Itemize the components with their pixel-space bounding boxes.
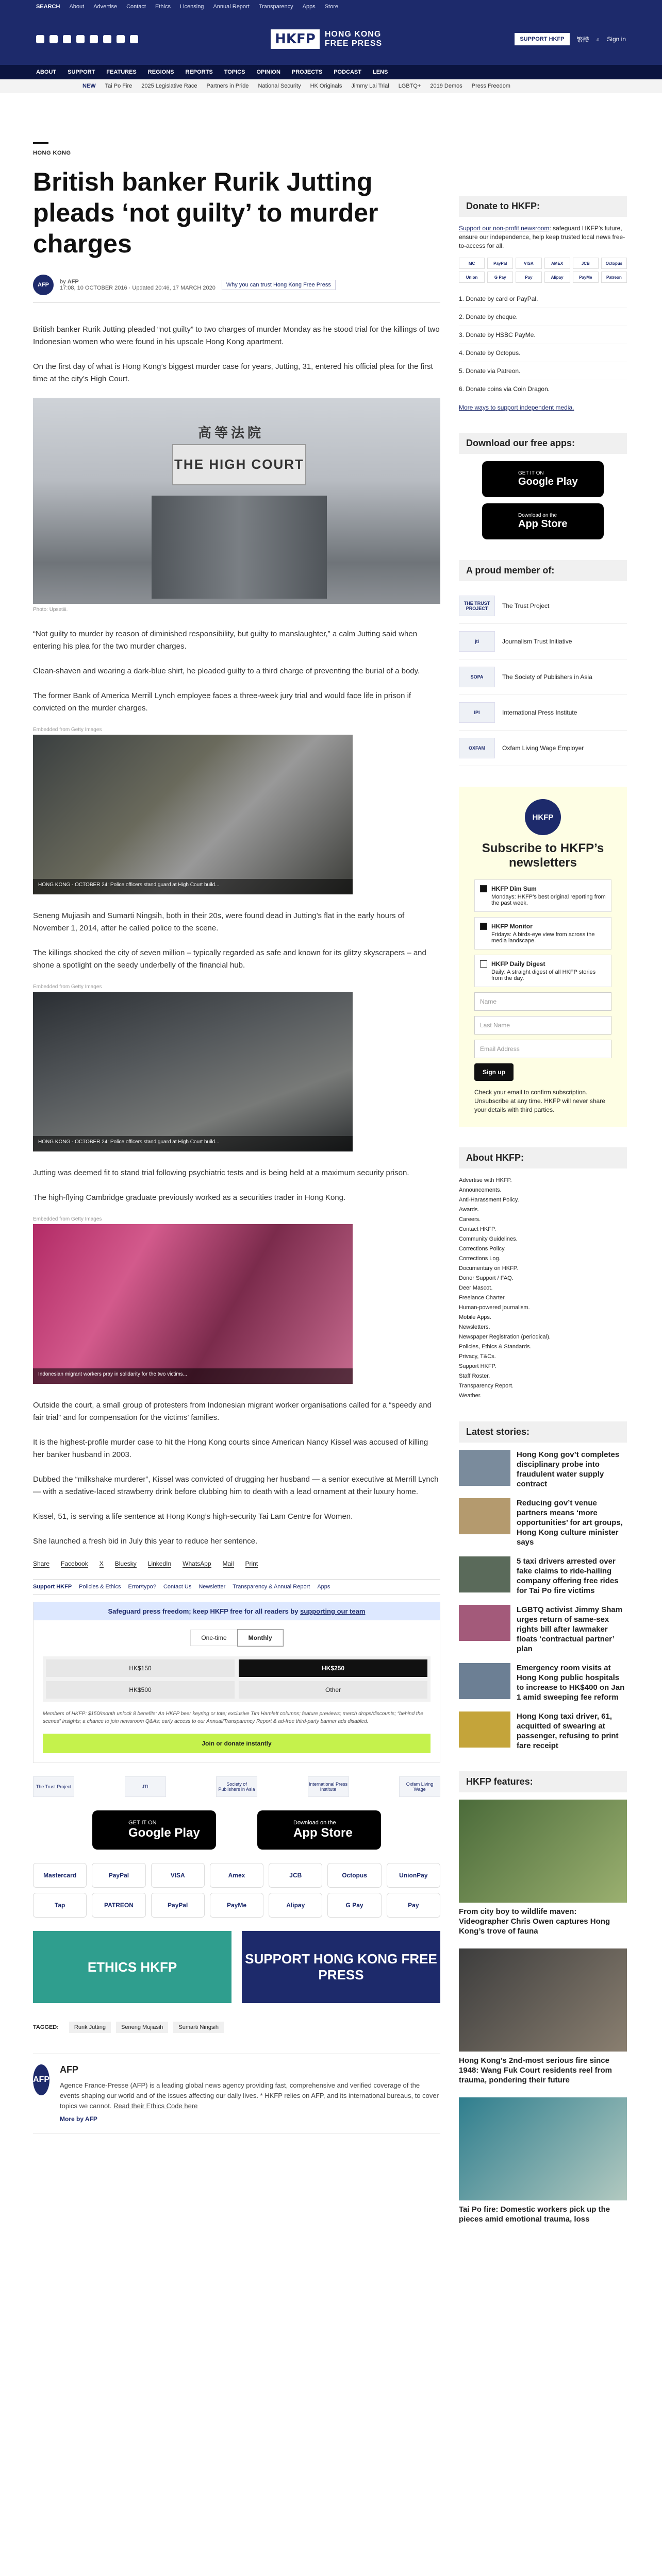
- paragraph: Outside the court, a small group of protesters from Indonesian migrant worker organisations called for a “speedy and fair trial” and for compensation for the victims’ families.: [33, 1401, 432, 1422]
- share-linkedin[interactable]: LinkedIn: [147, 1560, 172, 1567]
- trust-project-logo[interactable]: The Trust Project: [33, 1776, 74, 1797]
- story-thumbnail[interactable]: [459, 1498, 510, 1534]
- join-donate-button[interactable]: Join or donate instantly: [43, 1734, 431, 1753]
- ipi-logo[interactable]: International Press Institute: [308, 1776, 349, 1797]
- amount-option[interactable]: HK$500: [46, 1681, 235, 1699]
- about-link[interactable]: Privacy, T&Cs.: [459, 1353, 496, 1360]
- embed-credit: Embedded from Getty Images: [33, 1216, 102, 1222]
- facebook-icon[interactable]: [36, 35, 44, 43]
- about-link[interactable]: Corrections Policy.: [459, 1246, 506, 1252]
- paypal-icon[interactable]: PayPal: [92, 1863, 145, 1888]
- more-ways-link[interactable]: More ways to support independent media.: [459, 404, 574, 411]
- rss-icon[interactable]: [130, 35, 138, 43]
- applepay-icon[interactable]: Pay: [516, 272, 541, 283]
- support-links: [33, 1579, 440, 1595]
- embed-credit: Embedded from Getty Images: [33, 984, 102, 990]
- contact-link[interactable]: Contact: [126, 4, 146, 10]
- logo-line-2: FREE PRESS: [324, 39, 383, 48]
- alipay-icon[interactable]: Alipay: [544, 272, 570, 283]
- support-banner[interactable]: SUPPORT HONG KONG FREE PRESS: [242, 1931, 440, 2003]
- sign-up-button[interactable]: Sign up: [474, 1063, 514, 1081]
- transparency-link[interactable]: Transparency: [258, 4, 293, 10]
- octopus-icon[interactable]: Octopus: [327, 1863, 381, 1888]
- paragraph: Dubbed the “milkshake murderer”, Kissel was convicted of drugging her husband — a senior executive at Merrill Lynch — with a sedative-laced strawberry drink before clubbing him to death with a lead ornament at their luxury home.: [33, 1475, 439, 1496]
- nav-features[interactable]: FEATURES: [106, 69, 137, 75]
- member-item[interactable]: OXFAM Oxfam Living Wage Employer: [459, 731, 627, 766]
- paypal-icon[interactable]: PayPal: [151, 1893, 205, 1918]
- frequency-toggle: [43, 1630, 431, 1646]
- trending-link[interactable]: 2025 Legislative Race: [141, 83, 197, 89]
- apps-title: Download our free apps:: [459, 433, 627, 454]
- about-link[interactable]: Newspaper Registration (periodical).: [459, 1334, 551, 1340]
- patreon-icon[interactable]: PATREON: [92, 1893, 145, 1918]
- oxfam-logo[interactable]: Oxfam Living Wage: [399, 1776, 440, 1797]
- share-mail[interactable]: Mail: [222, 1560, 234, 1567]
- donate-header: Safeguard press freedom; keep HKFP free for all readers by supporting our team: [34, 1602, 440, 1620]
- support-team-link[interactable]: supporting our team: [300, 1607, 366, 1615]
- ethics-link[interactable]: Ethics: [155, 4, 171, 10]
- x-icon[interactable]: [49, 35, 58, 43]
- amount-option-other[interactable]: Other: [239, 1681, 427, 1699]
- site-logo[interactable]: [271, 29, 382, 49]
- ethics-banner[interactable]: ETHICS HKFP: [33, 1931, 231, 2003]
- nav-regions[interactable]: REGIONS: [147, 69, 174, 75]
- nav-lens[interactable]: LENS: [372, 69, 388, 75]
- donate-option[interactable]: 6. Donate coins via Coin Dragon.: [459, 380, 627, 398]
- payme-icon[interactable]: PayMe: [210, 1893, 263, 1918]
- tag-list: [33, 2022, 440, 2033]
- support-hkfp-button[interactable]: SUPPORT HKFP: [515, 33, 569, 45]
- share-print[interactable]: Print: [245, 1560, 258, 1567]
- support-link[interactable]: Support HKFP: [33, 1584, 72, 1590]
- member-logo: OXFAM: [459, 738, 495, 758]
- app-store-button[interactable]: Download on the App Store: [257, 1810, 381, 1850]
- story-thumbnail[interactable]: [459, 1605, 510, 1641]
- newsletter-option[interactable]: HKFP Dim Sum Mondays: HKFP’s best original reporting from the past week.: [474, 879, 611, 912]
- newsletter-footnote: Check your email to confirm subscription. Unsubscribe at any time. HKFP will never share your details with third parties.: [474, 1089, 605, 1113]
- member-logo: IPI: [459, 702, 495, 723]
- paragraph: British banker Rurik Jutting pleaded “not guilty” to two charges of murder Monday as he stood trial for the killings of two Indonesian women who were found in his upscale Hong Kong apartment.: [33, 325, 440, 346]
- trust-link[interactable]: Why you can trust Hong Kong Free Press: [222, 280, 336, 290]
- nav-podcast[interactable]: PODCAST: [334, 69, 361, 75]
- language-toggle[interactable]: 繁體: [576, 36, 589, 43]
- nav-support[interactable]: SUPPORT: [68, 69, 95, 75]
- about-link[interactable]: Staff Roster.: [459, 1373, 490, 1379]
- features-title: HKFP features:: [459, 1771, 627, 1792]
- latest-story[interactable]: Hong Kong gov’t completes disciplinary probe into fraudulent water supply contract: [459, 1450, 627, 1489]
- author-box: [33, 2054, 440, 2133]
- police-photo-embed[interactable]: [33, 992, 353, 1151]
- gpay-icon[interactable]: G Pay: [327, 1893, 381, 1918]
- author-link[interactable]: AFP: [67, 279, 79, 285]
- newsletter-option[interactable]: HKFP Monitor Fridays: A birds-eye view from across the media landscape.: [474, 917, 611, 950]
- newsletter-signup: [459, 787, 627, 1127]
- paragraph: The former Bank of America Merrill Lynch employee faces a three-week jury trial and would face life in prison if convicted on the murder charges.: [33, 691, 411, 713]
- gpay-icon[interactable]: G Pay: [487, 272, 513, 283]
- donate-option[interactable]: 4. Donate by Octopus.: [459, 344, 627, 362]
- top-utility-bar: [0, 0, 662, 13]
- paragraph: Clean-shaven and wearing a dark-blue shirt, he pleaded guilty to a third charge of preventing the burial of a body.: [33, 667, 420, 675]
- nav-topics[interactable]: TOPICS: [224, 69, 245, 75]
- octopus-icon[interactable]: Octopus: [601, 258, 627, 269]
- paragraph: She launched a fresh bid in July this year to reduce her sentence.: [33, 1537, 258, 1546]
- embed-caption: HONG KONG - OCTOBER 24: Police officers stand guard at High Court build...: [33, 1136, 353, 1151]
- member-item[interactable]: jti Journalism Trust Initiative: [459, 624, 627, 659]
- store-link[interactable]: Store: [324, 4, 338, 10]
- apps-link[interactable]: Apps: [302, 4, 316, 10]
- sign-in-link[interactable]: Sign in: [607, 36, 626, 43]
- newsletter-logo: HKFP: [525, 799, 561, 835]
- about-title: About HKFP:: [459, 1147, 627, 1168]
- tag[interactable]: Sumarti Ningsih: [173, 2022, 224, 2033]
- first-name-field[interactable]: Name: [474, 992, 611, 1011]
- latest-story[interactable]: LGBTQ activist Jimmy Sham urges return of same-sex rights bill after lawmaker floats ‘contractual partner’ plan: [459, 1605, 627, 1654]
- about-link[interactable]: Support HKFP.: [459, 1363, 496, 1369]
- annual-report-link[interactable]: Annual Report: [213, 4, 250, 10]
- story-thumbnail[interactable]: [459, 1450, 510, 1486]
- nav-opinion[interactable]: OPINION: [256, 69, 280, 75]
- about-link[interactable]: Advertise with HKFP.: [459, 1177, 512, 1183]
- last-name-field[interactable]: Last Name: [474, 1016, 611, 1035]
- promo-banners: [33, 1931, 440, 2003]
- about-link[interactable]: Documentary on HKFP.: [459, 1265, 518, 1272]
- payment-methods: [33, 1863, 440, 1918]
- amount-option-selected[interactable]: HK$250: [239, 1659, 427, 1677]
- sidebar-payment-icons: [459, 258, 627, 283]
- share-whatsapp[interactable]: WhatsApp: [183, 1560, 211, 1567]
- about-link[interactable]: Weather.: [459, 1393, 482, 1399]
- mastercard-icon[interactable]: MC: [459, 258, 485, 269]
- about-link[interactable]: Announcements.: [459, 1187, 502, 1193]
- amex-icon[interactable]: Amex: [210, 1863, 263, 1888]
- google-play-button[interactable]: GET IT ON Google Play: [482, 461, 604, 497]
- about-link[interactable]: Policies, Ethics & Standards.: [459, 1344, 532, 1350]
- logo-mark: HKFP: [271, 29, 320, 49]
- visa-icon[interactable]: VISA: [151, 1863, 205, 1888]
- share-bluesky[interactable]: Bluesky: [114, 1560, 137, 1567]
- article-title: British banker Rurik Jutting pleads ‘not guilty’ to murder charges: [33, 167, 378, 258]
- logo-line-1: HONG KONG: [324, 30, 382, 39]
- byline: [33, 275, 440, 295]
- partner-logos: [33, 1776, 440, 1797]
- share-label: Share: [33, 1560, 50, 1567]
- paragraph: Seneng Mujiasih and Sumarti Ningsih, both in their 20s, were found dead in Jutting’s flat in the early hours of November 1, 2014, after he called police to the scene.: [33, 911, 405, 933]
- search-link[interactable]: SEARCH: [36, 4, 60, 10]
- donate-option[interactable]: 1. Donate by card or PayPal.: [459, 290, 627, 308]
- paypal-icon[interactable]: PayPal: [487, 258, 513, 269]
- membership-note: Members of HKFP: $150/month unlock 8 benefits: An HKFP beer keyring or tote; exclusive Tim Hamlett columns; feature previews; merch drops/discounts; “behind the scenes” insights; a chance to join newsroom Q&As; early access to our Annual/Transparency Report & ad-free third-party banner ads disabled.: [43, 1711, 423, 1724]
- alipay-icon[interactable]: Alipay: [269, 1893, 322, 1918]
- author-bio: Agence France-Presse (AFP) is a leading global news agency providing fast, comprehensive and verified coverage of the events shaping our world and of the issues affecting our daily lives. * HKFP relies on AFP, and its international bureaus, to cover topics we cannot.: [60, 2081, 439, 2110]
- article-main: [33, 93, 440, 2236]
- member-logo: SOPA: [459, 667, 495, 687]
- trending-link[interactable]: Partners in Pride: [206, 83, 249, 89]
- share-x[interactable]: X: [99, 1560, 104, 1567]
- paragraph: “Not guilty to murder by reason of diminished responsibility, but guilty to manslaughter,” a calm Jutting said when entering his plea for the two murder charges.: [33, 630, 418, 651]
- protest-photo-embed[interactable]: [33, 1224, 353, 1384]
- member-logo: jti: [459, 631, 495, 652]
- policies-link[interactable]: Policies & Ethics: [79, 1584, 121, 1590]
- tags-label: TAGGED:: [33, 2024, 59, 2030]
- member-item[interactable]: THE TRUST PROJECT The Trust Project: [459, 588, 627, 624]
- trending-link[interactable]: National Security: [258, 83, 301, 89]
- court-sign: THE HIGH COURT: [172, 444, 306, 485]
- email-icon[interactable]: [103, 35, 111, 43]
- article-dates: 17:08, 10 OCTOBER 2016 · Updated 20:46, 17 MARCH 2020: [60, 285, 216, 291]
- new-badge: NEW: [82, 83, 96, 89]
- paragraph: The killings shocked the city of seven million – typically regarded as safe and known for its glitzy skyscrapers – and shone a spotlight on the seedy underbelly of the financial hub.: [33, 948, 426, 970]
- google-play-button[interactable]: GET IT ON Google Play: [92, 1810, 216, 1850]
- latest-story[interactable]: 5 taxi drivers arrested over fake claims to ride-hailing company offering free rides for Tai Po fire victims: [459, 1556, 627, 1596]
- feature-image[interactable]: [459, 1800, 627, 1903]
- licensing-link[interactable]: Licensing: [179, 4, 204, 10]
- email-field[interactable]: Email Address: [474, 1040, 611, 1058]
- threads-icon[interactable]: [76, 35, 85, 43]
- amex-icon[interactable]: AMEX: [544, 258, 570, 269]
- about-link[interactable]: About: [69, 4, 85, 10]
- checkbox-checked[interactable]: [480, 923, 487, 930]
- app-store-button[interactable]: Download on the App Store: [482, 503, 604, 539]
- unionpay-icon[interactable]: Union: [459, 272, 485, 283]
- donate-option[interactable]: 2. Donate by cheque.: [459, 308, 627, 326]
- about-link[interactable]: Corrections Log.: [459, 1256, 501, 1262]
- donate-options: [459, 290, 627, 398]
- about-link[interactable]: Awards.: [459, 1207, 479, 1213]
- donate-widget: [33, 1602, 440, 1763]
- monthly-option[interactable]: Monthly: [238, 1630, 283, 1646]
- feature-image[interactable]: [459, 1948, 627, 2052]
- visa-icon[interactable]: VISA: [516, 258, 541, 269]
- story-thumbnail[interactable]: [459, 1663, 510, 1699]
- newsletter-option[interactable]: HKFP Daily Digest Daily: A straight digest of all HKFP stories from the day.: [474, 955, 611, 987]
- advertise-link[interactable]: Advertise: [93, 4, 118, 10]
- payme-icon[interactable]: PayMe: [573, 272, 599, 283]
- checkbox[interactable]: [480, 960, 487, 968]
- paragraph: The high-flying Cambridge graduate previously worked as a securities trader in Hong Kong.: [33, 1193, 346, 1202]
- applepay-icon[interactable]: Pay: [387, 1893, 440, 1918]
- member-logo: THE TRUST PROJECT: [459, 596, 495, 616]
- newsletter-title: Subscribe to HKFP’s newsletters: [482, 841, 604, 870]
- court-chinese-sign: 高等法院: [198, 425, 264, 440]
- transparency-link[interactable]: Transparency & Annual Report: [233, 1584, 310, 1590]
- jti-logo[interactable]: JTI: [125, 1776, 166, 1797]
- contact-link[interactable]: Contact Us: [163, 1584, 192, 1590]
- about-link[interactable]: Human-powered journalism.: [459, 1304, 530, 1311]
- nav-projects[interactable]: PROJECTS: [291, 69, 323, 75]
- about-link[interactable]: Mobile Apps.: [459, 1314, 491, 1320]
- photo-caption: Photo: Upsetiii.: [33, 607, 68, 613]
- latest-story[interactable]: Emergency room visits at Hong Kong public hospitals to increase to HK$400 on Jan 1 amid sweeping fee reform: [459, 1663, 627, 1702]
- donate-title: Donate to HKFP:: [459, 196, 627, 217]
- tag[interactable]: Seneng Mujiasih: [116, 2022, 168, 2033]
- police-photo-embed[interactable]: [33, 735, 353, 894]
- embed-caption: HONG KONG - OCTOBER 24: Police officers stand guard at High Court build...: [33, 879, 353, 894]
- story-thumbnail[interactable]: [459, 1711, 510, 1748]
- latest-story[interactable]: Hong Kong taxi driver, 61, acquitted of swearing at passenger, refusing to print fare receipt: [459, 1711, 627, 1751]
- newsletter-link[interactable]: Newsletter: [198, 1584, 226, 1590]
- about-link[interactable]: Newsletters.: [459, 1324, 490, 1330]
- jcb-icon[interactable]: JCB: [269, 1863, 322, 1888]
- avatar[interactable]: AFP: [33, 275, 54, 295]
- amount-option[interactable]: HK$150: [46, 1659, 235, 1677]
- trending-link[interactable]: Press Freedom: [471, 83, 510, 89]
- support-newsroom-link[interactable]: Support our non-profit newsroom: [459, 225, 550, 232]
- jcb-icon[interactable]: JCB: [573, 258, 599, 269]
- about-link[interactable]: Contact HKFP.: [459, 1226, 496, 1232]
- patreon-icon[interactable]: Patreon: [601, 272, 627, 283]
- about-links: [459, 1176, 627, 1401]
- app-download-row: [33, 1810, 440, 1850]
- youtube-icon[interactable]: [90, 35, 98, 43]
- about-link[interactable]: Community Guidelines.: [459, 1236, 518, 1242]
- mastercard-icon[interactable]: Mastercard: [33, 1863, 87, 1888]
- high-court-photo: [33, 398, 440, 604]
- sidebar: Donate to HKFP: Support our non-profit newsroom: safeguard HKFP’s future, ensure our independence, help keep trusted local news free-to-access for all. MC PayPal VISA AMEX JCB Octopus Union G Pay Pay Alipay PayMe Patreon 1. Donate by card or PayPal. 2. Donate by cheque. 3. Donate by HSBC PayMe. 4. Donate by Octopus. 5. Donate via Patreon. 6. Donate coins via Coin Dragon. More ways to support independent media. Download our free apps: GET IT ON Google Play Download on the App Store A proud member of: THE TRUST PROJECT The Trust Project jti Journalism Trust Initiative SOPA The Society of Publishers in Asia IPI International Press Institute OXFAM Oxfam Living Wage Employer HKFP Subscribe to HKFP’s newsletters HKFP Dim Sum Mondays: HKFP’s best original reporting from the past week. HKFP Monitor Fridays: A birds-eye view from across the media landscape. HKFP Daily Digest Daily: A straight digest of all HKFP stories from the day. Name Last Name Email Address Sign up Check your email to confirm subscription. Unsubscribe at any time. HKFP will never share your details with third parties. About HKFP: Advertise with HKFP. Announcements. Anti-Harassment Policy. Awards. Careers. Contact HKFP. Community Guidelines. Corrections Policy. Corrections Log. Documentary on HKFP. Donor Support / FAQ. Deer Mascot. Freelance Charter. Human-powered journalism. Mobile Apps. Newsletters. Newspaper Registration (periodical). Policies, Ethics & Standards. Privacy, T&Cs. Support HKFP. Staff Roster. Transparency Report. Weather. Latest stories: Hong Kong gov’t completes disciplinary probe into fraudulent water supply contract Reducing gov’t venue partners means ‘more opportunities’ for art groups, Hong Kong culture minister says 5 taxi drivers arrested over fake claims to ride-hailing company offering free rides for Tai Po fire victims LGBTQ activist Jimmy Sham urges return of same-sex rights bill after lawmaker floats ‘contractual partner’ plan Emergency room visits at Hong Kong public hospitals to increase to HK$400 on Jan 1 amid sweeping fee reform Hong Kong taxi driver, 61, acquitted of swearing at passenger, refusing to print fare receipt HKFP features: From city boy to wildlife maven: Videographer Chris Owen captures Hong Kong’s trove of fauna Hong Kong’s 2nd-most serious fire since 1948: Wang Fuk Court residents reel from trauma, pondering their future Tai Po fire: Domestic workers pick up the pieces amid emotional trauma, loss: [459, 93, 627, 2236]
- more-by-author-link[interactable]: More by AFP: [60, 2115, 97, 2123]
- feature-story[interactable]: From city boy to wildlife maven: Videographer Chris Owen captures Hong Kong’s trove of fauna: [459, 1800, 627, 1936]
- tap-icon[interactable]: Tap: [33, 1893, 87, 1918]
- nav-about[interactable]: ABOUT: [36, 69, 57, 75]
- feature-story[interactable]: Hong Kong’s 2nd-most serious fire since 1948: Wang Fuk Court residents reel from trauma, pondering their future: [459, 1948, 627, 2085]
- search-icon[interactable]: ⌕: [596, 35, 600, 43]
- feature-image[interactable]: [459, 2097, 627, 2200]
- social-icons: [36, 35, 138, 43]
- avatar[interactable]: AFP: [33, 2064, 49, 2095]
- about-link[interactable]: Anti-Harassment Policy.: [459, 1197, 519, 1203]
- apps-link[interactable]: Apps: [317, 1584, 330, 1590]
- paragraph: Jutting was deemed fit to stand trial following psychiatric tests and is being held at a maximum security prison.: [33, 1168, 409, 1177]
- nav-reports[interactable]: REPORTS: [185, 69, 213, 75]
- sopa-logo[interactable]: Society of Publishers in Asia: [216, 1776, 257, 1797]
- trending-link[interactable]: 2019 Demos: [430, 83, 462, 89]
- trending-bar: [0, 79, 662, 93]
- paragraph: Kissel, 51, is serving a life sentence at Hong Kong’s high-security Tai Lam Centre for Women.: [33, 1512, 353, 1521]
- donate-option[interactable]: 3. Donate by HSBC PayMe.: [459, 326, 627, 344]
- story-thumbnail[interactable]: [459, 1556, 510, 1592]
- main-nav: [0, 65, 662, 79]
- embed-credit: Embedded from Getty Images: [33, 727, 102, 733]
- byline-prefix: by: [60, 279, 66, 285]
- about-link[interactable]: Transparency Report.: [459, 1383, 514, 1389]
- paragraph: On the first day of what is Hong Kong’s biggest murder case for years, Jutting, 31, entered his official plea for the first time at the city’s High Court.: [33, 362, 433, 383]
- share-facebook[interactable]: Facebook: [61, 1560, 88, 1567]
- checkbox-checked[interactable]: [480, 885, 487, 892]
- paragraph: It is the highest-profile murder case to hit the Hong Kong courts since American Nancy Kissel was accused of killing her banker husband in 2003.: [33, 1438, 428, 1459]
- donate-option[interactable]: 5. Donate via Patreon.: [459, 362, 627, 380]
- instagram-icon[interactable]: [63, 35, 71, 43]
- member-item[interactable]: SOPA The Society of Publishers in Asia: [459, 659, 627, 695]
- share-bar: [33, 1560, 440, 1568]
- court-entrance: [152, 496, 327, 599]
- latest-story[interactable]: Reducing gov’t venue partners means ‘more opportunities’ for art groups, Hong Kong culture minister says: [459, 1498, 627, 1547]
- about-link[interactable]: Freelance Charter.: [459, 1295, 506, 1301]
- feature-story[interactable]: Tai Po fire: Domestic workers pick up the pieces amid emotional trauma, loss: [459, 2097, 627, 2224]
- article-kicker[interactable]: HONG KONG: [33, 150, 71, 156]
- amount-options: [43, 1656, 431, 1702]
- about-link[interactable]: Deer Mascot.: [459, 1285, 493, 1291]
- tag[interactable]: Rurik Jutting: [69, 2022, 111, 2033]
- masthead: [0, 13, 662, 65]
- one-time-option[interactable]: One-time: [190, 1630, 237, 1646]
- telegram-icon[interactable]: [117, 35, 125, 43]
- unionpay-icon[interactable]: UnionPay: [387, 1863, 440, 1888]
- author-name[interactable]: AFP: [60, 2064, 78, 2075]
- trending-link[interactable]: HK Originals: [310, 83, 342, 89]
- trending-link[interactable]: LGBTQ+: [398, 83, 421, 89]
- trending-link[interactable]: Tai Po Fire: [105, 83, 133, 89]
- trending-link[interactable]: Jimmy Lai Trial: [351, 83, 389, 89]
- title-rule: [33, 142, 48, 144]
- about-link[interactable]: Donor Support / FAQ.: [459, 1275, 514, 1281]
- error-link[interactable]: Error/typo?: [128, 1584, 156, 1590]
- member-title: A proud member of:: [459, 560, 627, 581]
- about-link[interactable]: Careers.: [459, 1216, 481, 1223]
- latest-title: Latest stories:: [459, 1421, 627, 1443]
- embed-caption: Indonesian migrant workers pray in solidarity for the two victims...: [33, 1368, 353, 1384]
- ethics-code-link[interactable]: Read their Ethics Code here: [113, 2102, 198, 2110]
- member-item[interactable]: IPI International Press Institute: [459, 695, 627, 731]
